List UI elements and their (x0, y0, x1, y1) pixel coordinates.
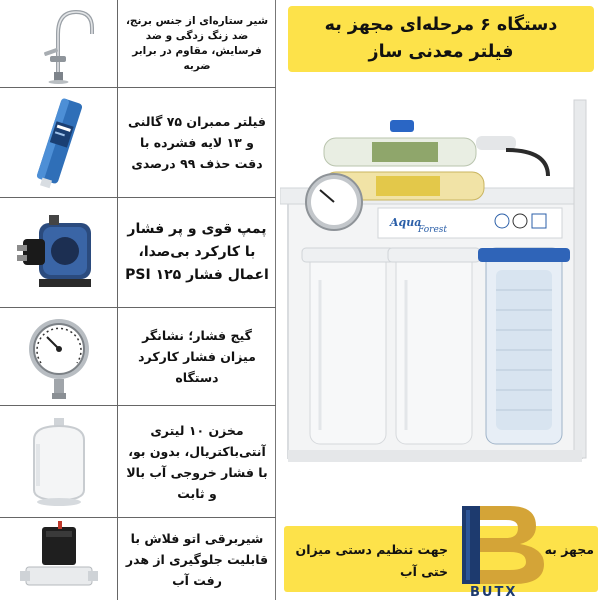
faucet-thumbnail (0, 0, 118, 87)
feature-text-tank: مخزن ۱۰ لیتری آنتی‌باکتریال، بدون بو، با فشار خروجی آب بالا و ثابت (126, 422, 268, 501)
feature-row-membrane (0, 88, 276, 198)
membrane-filter-icon (14, 93, 104, 193)
bottom-note-line1-right: جهت تنظیم دستی میزان (295, 542, 448, 557)
title-line-1: دستگاه ۶ مرحله‌ای مجهز به (324, 15, 558, 35)
title-banner (288, 6, 594, 72)
water-tank-icon (14, 414, 104, 510)
pump-icon (9, 205, 109, 301)
faucet-icon (14, 4, 104, 84)
product-brand-label: Aqua (390, 216, 422, 229)
feature-row-tank (0, 406, 276, 518)
product-photo (280, 80, 598, 520)
feature-text-membrane: فیلتر ممبران ۷۵ گالنی و ۱۳ لایه فشرده با دقت حذف ۹۹ درصدی (128, 114, 266, 171)
feature-table (0, 0, 276, 600)
pump-thumbnail (0, 198, 118, 307)
feature-row-gauge (0, 308, 276, 406)
membrane-thumbnail (0, 88, 118, 197)
feature-row-faucet (0, 0, 276, 88)
gauge-thumbnail (0, 308, 118, 405)
feature-text-faucet: شیر ستاره‌ای از جنس برنج، ضد زنگ زدگی و ضد فرسایش، مقاوم در برابر ضربه (125, 14, 269, 72)
solenoid-valve-icon (14, 521, 104, 597)
feature-text-gauge: گیج فشار؛ نشانگر میزان فشار کارکرد دستگاه (138, 328, 256, 385)
tank-thumbnail (0, 406, 118, 517)
feature-row-valve (0, 518, 276, 600)
ro-system-illustration (280, 80, 598, 520)
feature-text-pump: پمپ قوی و پر فشار با کارکرد بی‌صدا، اعمال فشار ۱۲۵ PSI (125, 221, 269, 283)
feature-text-valve: شیربرقی اتو فلاش با قابلیت جلوگیری از هدر رفت آب (125, 530, 269, 588)
feature-row-pump (0, 198, 276, 308)
bottom-note-line2: ختی آب (400, 564, 448, 579)
valve-thumbnail (0, 518, 118, 600)
title-line-2: فیلتر معدنی ساز (368, 42, 514, 62)
bottom-note-line1-left: مجهز به (544, 542, 594, 557)
product-brand-label-2: Forest (418, 225, 448, 235)
watermark-text: BUTX (470, 585, 518, 600)
pressure-gauge-icon (19, 313, 99, 401)
